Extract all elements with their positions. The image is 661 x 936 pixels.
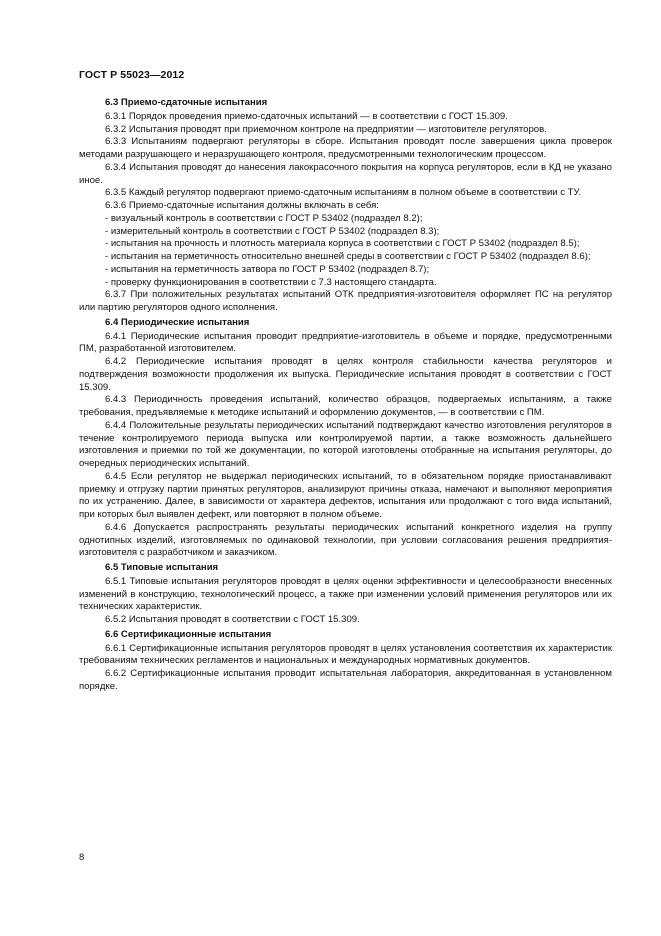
list-item: - измерительный контроль в соответствии с ГОСТ Р 53402 (подраздел 8.3); — [105, 225, 440, 237]
paragraph: 6.4.4 Положительные результаты периодических испытаний подтверждают качество изготовления регуляторов в течение контролируемого периода выпуска или контролируемой партии, а также возможность дальнейшего изготовления и приемки по той же документации, по которой изготовлены отобранные на испытания регуляторы, до очередных периодических испытаний. — [79, 419, 612, 469]
section-heading: 6.6 Сертификационные испытания — [105, 628, 272, 640]
document-body — [79, 97, 612, 694]
list-item: - испытания на герметичность затвора по ГОСТ Р 53402 (подраздел 8.7); — [105, 263, 430, 275]
section-heading: 6.3 Приемо-сдаточные испытания — [105, 97, 268, 108]
list-item: - визуальный контроль в соответствии с ГОСТ Р 53402 (подраздел 8.2); — [105, 212, 423, 224]
list-item: - проверку функционирования в соответствии с 7.3 настоящего стандарта. — [105, 276, 437, 288]
paragraph: 6.5.1 Типовые испытания регуляторов проводят в целях оценки эффективности и целесообразности внесенных изменений в конструкцию, технологический процесс, а также при изменении условий применения регуляторов или их технических характеристик. — [79, 575, 612, 613]
paragraph: 6.3.6 Приемо-сдаточные испытания должны включать в себя: — [105, 200, 379, 211]
paragraph: 6.6.1 Сертификационные испытания регуляторов проводят в целях установления соответствия их характеристик требованиям технических регламентов и национальных и международных нормативных документов. — [79, 642, 612, 667]
paragraph: 6.3.7 При положительных результатах испытаний ОТК предприятия-изготовителя оформляет ПС на регулятор или партию регуляторов одного исполнения. — [79, 289, 612, 313]
paragraph: 6.4.1 Периодические испытания проводит предприятие-изготовитель в объеме и порядке, предусмотренными ПМ, разработанной изготовителем. — [79, 330, 612, 355]
section-heading: 6.4 Периодические испытания — [105, 316, 250, 328]
paragraph: 6.4.6 Допускается распространять результаты периодических испытаний конкретного изделия на группу однотипных изделий, изготовляемых по одинаковой технологии, при условии согласования решения предприятия-изготовителя с разработчиком и заказчиком. — [79, 521, 612, 559]
paragraph: 6.3.1 Порядок проведения приемо-сдаточных испытаний — в соответствии с ГОСТ 15.309. — [105, 110, 508, 122]
paragraph: 6.5.2 Испытания проводят в соответствии с ГОСТ 15.309. — [105, 614, 360, 625]
paragraph: 6.6.2 Сертификационные испытания проводит испытательная лаборатория, аккредитованная в установленном порядке. — [79, 668, 612, 692]
paragraph: 6.4.3 Периодичность проведения испытаний, количество образцов, подвергаемых испытаниям, а также требования, предъявляемые к методике испытаний и оформлению документов, — в соответствии с ПМ. — [79, 394, 612, 418]
document-header: ГОСТ Р 55023—2012 — [79, 69, 185, 81]
list-item: - испытания на прочность и плотность материала корпуса в соответствии с ГОСТ Р 53402 (подраздел 8.5); — [105, 238, 580, 250]
section-heading: 6.5 Типовые испытания — [105, 562, 219, 573]
paragraph: 6.4.2 Периодические испытания проводят в целях контроля стабильности качества регуляторов и подтверждения возможности продолжения их выпуска. Периодические испытания проводят в соответствии с ГОСТ 15.309. — [79, 356, 612, 393]
paragraph: 6.3.2 Испытания проводят при приемочном контроле на предприятии — изготовителе регуляторов. — [105, 123, 547, 135]
list-item: - испытания на герметичность относительно внешней среды в соответствии с ГОСТ Р 53402 (подраздел 8.6); — [105, 251, 591, 262]
paragraph: 6.3.5 Каждый регулятор подвергают приемо-сдаточным испытаниям в полном объеме в соответствии с ТУ. — [105, 187, 581, 199]
paragraph: 6.3.3 Испытаниям подвергают регуляторы в сборе. Испытания проводят после завершения цикла проверок методами разрушающего и неразрушающего контроля, предусмотренными технологическим процессом. — [79, 136, 612, 160]
page-number: 8 — [79, 852, 85, 863]
paragraph: 6.4.5 Если регулятор не выдержал периодических испытаний, то в обязательном порядке приостанавливают приемку и отгрузку партии принятых регуляторов, анализируют причины отказа, намечают и выполняют мероприятия по их устранению. Далее, в зависимости от характера дефектов, испытания или продолжают с того вида испытаний, при которых был выявлен дефект, или повторяют в полном объеме. — [79, 470, 612, 520]
paragraph: 6.3.4 Испытания проводят до нанесения лакокрасочного покрытия на корпуса регуляторов, если в КД не указано иное. — [79, 161, 612, 186]
